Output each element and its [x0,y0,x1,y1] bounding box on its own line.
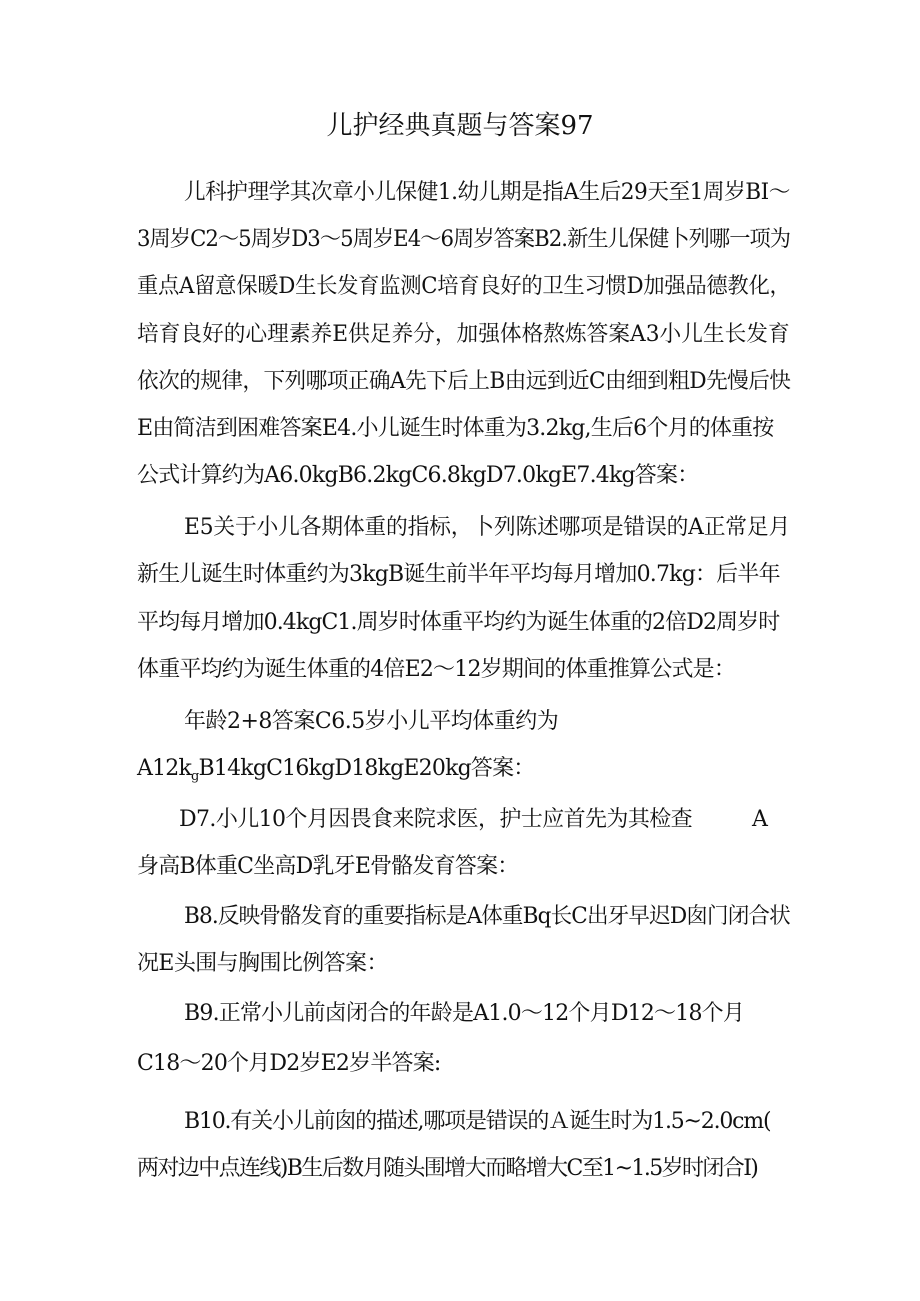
text-line [137,754,534,792]
text-line: E5关于小儿各期体重的指标，卜列陈述哪项是错误的A正常足月 [184,515,791,540]
text-line: 儿科护理学其次章小儿保健1.幼儿期是指A生后29天至1周岁BI～ [184,180,790,205]
text-line: B10.有关小儿前囱的描述,哪项是错误的Ａ诞生时为1.5~2.0cm( [184,1109,771,1134]
text-line: 年龄2+8答案C6.5岁小儿平均体重约为 [184,709,559,734]
text-line: 培育良好的心理素养E供足养分，加强体格熬炼答案A3小儿生长发育 [137,322,790,347]
text-line: 平均每月增加0.4kgC1.周岁时体重平均约为诞生体重的2倍D2周岁时 [137,610,780,635]
text-line: 况E头围与胸围比例答案： [137,951,388,976]
text-line: 两对边中点连线)B生后数月随头围增大而略增大C至1~1.5岁时闭合I) [137,1156,758,1181]
text-line: 3周岁C2～5周岁D3～5周岁E4～6周岁答案B2.新生儿保健卜列哪一项为 [137,227,790,252]
text-line: C18～20个月D2岁E2岁半答案: [137,1051,441,1076]
document-title: 儿护经典真题与答案97 [326,111,594,141]
text-line: 身高B体重C坐高D乳牙E骨骼发育答案： [137,854,519,879]
text-line: E由简洁到困难答案E4.小儿诞生时体重为3.2kg,生后6个月的体重按 [137,416,774,441]
text-segment: A12k [137,756,192,781]
text-line: B9.正常小儿前卤闭合的年龄是A1.0～12个月D12～18个月 [184,1001,745,1026]
text-line: 公式计算约为A6.0kgB6.2kgC6.8kgD7.0kgE7.4kg答案： [137,463,699,488]
text-line: 体重平均约为诞生体重的4倍E2～12岁期间的体重推算公式是： [137,657,736,682]
text-line: 重点A留意保暖D生长发育监测C培育良好的卫生习惯D加强品德教化， [137,274,791,299]
text-line: 依次的规律，下列哪项正确A先下后上B由远到近C由细到粗D先慢后快 [137,369,791,394]
text-segment: B14kgC16kgD18kgE20kg答案： [198,756,535,781]
text-line: 新生儿诞生时体重约为3kgB诞生前半年平均每月增加0.7kg：后半年 [137,562,780,587]
subscript: g [191,769,199,784]
text-line: D7.小儿10个月因畏食来院求医，护士应首先为其检查 [179,807,693,832]
text-line: A [752,807,768,832]
text-line: B8.反映骨骼发育的重要指标是A体重Bq长C出牙早迟D囱门闭合状 [184,904,790,929]
